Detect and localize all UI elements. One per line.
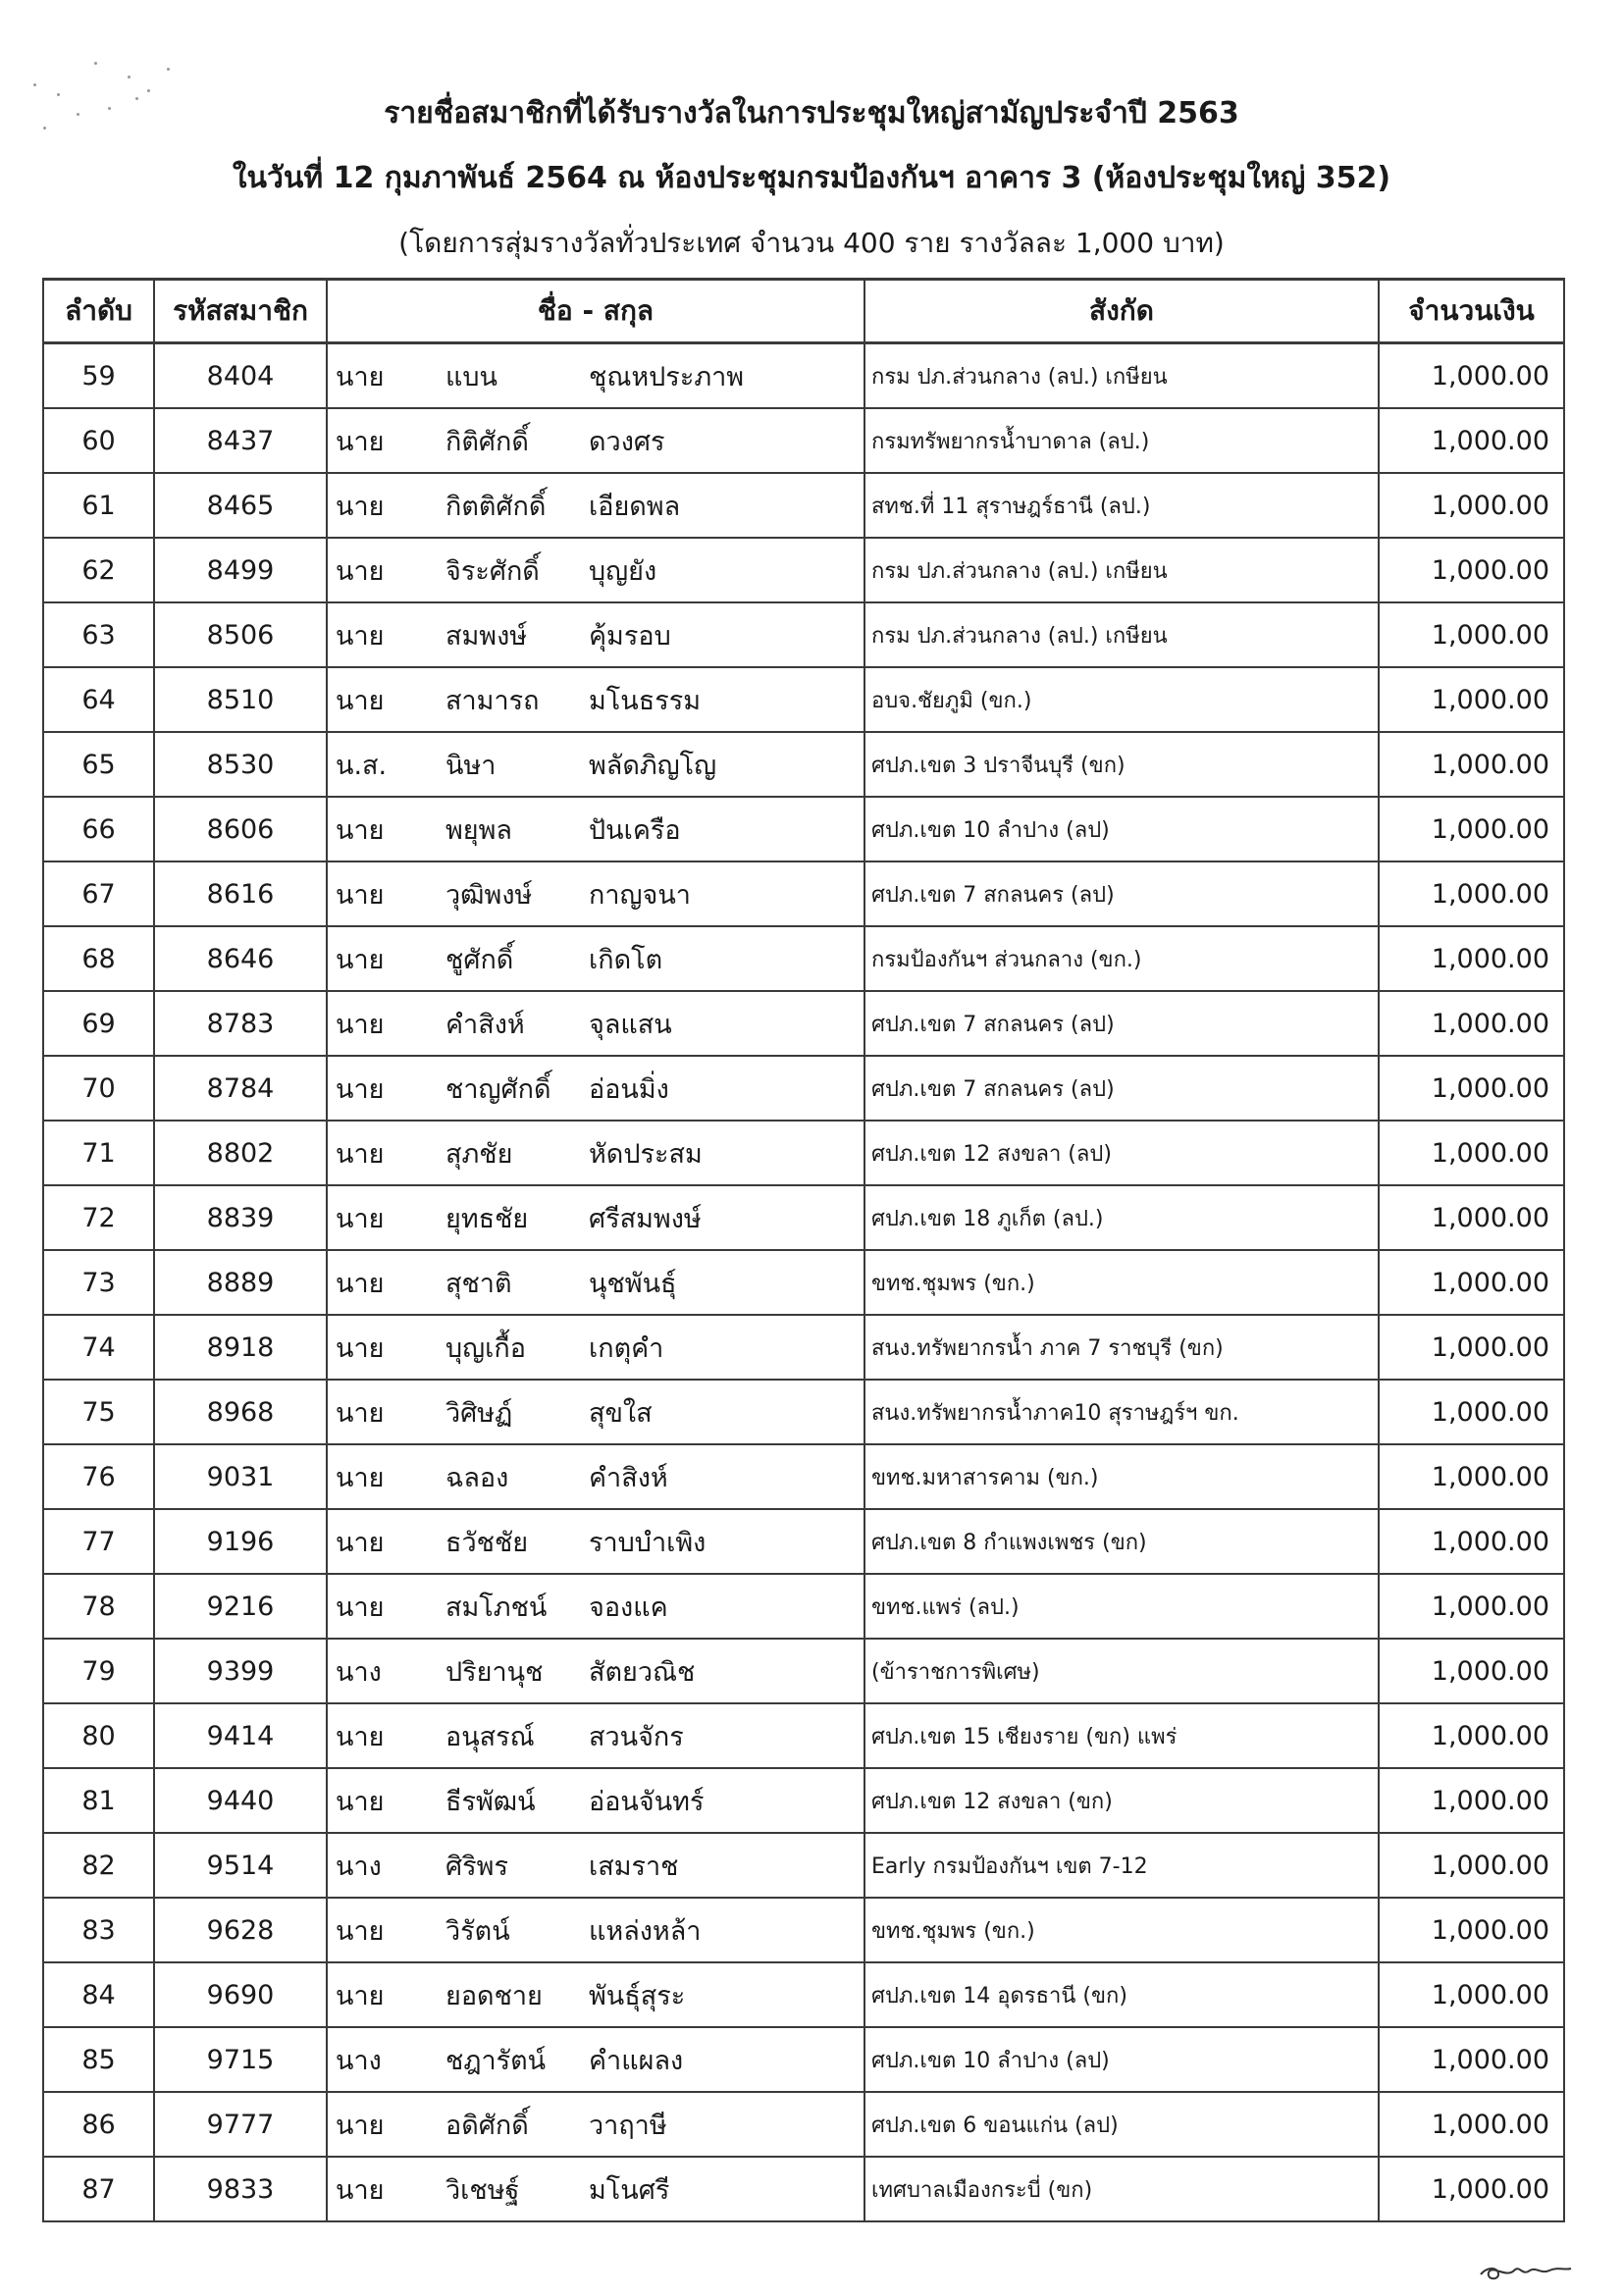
member-name bbox=[327, 1185, 864, 1250]
name-prefix: นาย bbox=[336, 1721, 385, 1752]
first-name: กิติศักดิ์ bbox=[445, 426, 529, 457]
row-number: 85 bbox=[43, 2027, 154, 2092]
name-prefix: นาย bbox=[336, 555, 385, 587]
member-id: 8530 bbox=[154, 732, 327, 797]
amount: 1,000.00 bbox=[1379, 732, 1564, 797]
amount: 1,000.00 bbox=[1379, 602, 1564, 667]
member-name bbox=[327, 1121, 864, 1185]
row-number: 69 bbox=[43, 991, 154, 1056]
member-name bbox=[327, 732, 864, 797]
table-row bbox=[43, 602, 1564, 667]
table-row bbox=[43, 2157, 1564, 2221]
member-id: 8606 bbox=[154, 797, 327, 861]
amount: 1,000.00 bbox=[1379, 1574, 1564, 1639]
last-name: นุชพันธุ์ bbox=[589, 1268, 677, 1299]
member-id: 8918 bbox=[154, 1315, 327, 1380]
amount: 1,000.00 bbox=[1379, 2157, 1564, 2221]
first-name: วิศิษฏ์ bbox=[445, 1397, 513, 1429]
amount: 1,000.00 bbox=[1379, 473, 1564, 538]
member-name bbox=[327, 1768, 864, 1833]
name-prefix: นาย bbox=[336, 1138, 385, 1170]
column-header-name: ชื่อ - สกุล bbox=[327, 280, 864, 343]
affiliation: ศปภ.เขต 10 ลำปาง (ลป) bbox=[864, 797, 1379, 861]
first-name: ชาญศักดิ์ bbox=[445, 1073, 551, 1105]
first-name: ชฎารัตน์ bbox=[445, 2045, 547, 2076]
table-row bbox=[43, 1898, 1564, 1962]
last-name: อ่อนจันทร์ bbox=[589, 1786, 705, 1817]
name-prefix: นาง bbox=[336, 1851, 382, 1882]
affiliation: (ข้าราชการพิเศษ) bbox=[864, 1639, 1379, 1703]
first-name: บุญเกื้อ bbox=[445, 1332, 526, 1364]
row-number: 60 bbox=[43, 408, 154, 473]
member-id: 9715 bbox=[154, 2027, 327, 2092]
amount: 1,000.00 bbox=[1379, 2027, 1564, 2092]
member-name bbox=[327, 1315, 864, 1380]
member-id: 8783 bbox=[154, 991, 327, 1056]
affiliation: กรม ปภ.ส่วนกลาง (ลป.) เกษียน bbox=[864, 538, 1379, 602]
name-prefix: นาย bbox=[336, 1203, 385, 1234]
amount: 1,000.00 bbox=[1379, 343, 1564, 409]
name-prefix: นาย bbox=[336, 944, 385, 975]
affiliation: Early กรมป้องกันฯ เขต 7-12 bbox=[864, 1833, 1379, 1898]
amount: 1,000.00 bbox=[1379, 1768, 1564, 1833]
last-name: แหล่งหล้า bbox=[589, 1915, 702, 1947]
member-name bbox=[327, 343, 864, 409]
row-number: 84 bbox=[43, 1962, 154, 2027]
table-row bbox=[43, 1121, 1564, 1185]
member-name bbox=[327, 861, 864, 926]
amount: 1,000.00 bbox=[1379, 1703, 1564, 1768]
last-name: มโนศรี bbox=[589, 2174, 670, 2206]
row-number: 79 bbox=[43, 1639, 154, 1703]
first-name: อนุสรณ์ bbox=[445, 1721, 535, 1752]
table-row bbox=[43, 1962, 1564, 2027]
member-name bbox=[327, 2157, 864, 2221]
amount: 1,000.00 bbox=[1379, 1444, 1564, 1509]
table-row bbox=[43, 991, 1564, 1056]
amount: 1,000.00 bbox=[1379, 861, 1564, 926]
row-number: 82 bbox=[43, 1833, 154, 1898]
amount: 1,000.00 bbox=[1379, 408, 1564, 473]
amount: 1,000.00 bbox=[1379, 538, 1564, 602]
member-id: 9216 bbox=[154, 1574, 327, 1639]
document-title: รายชื่อสมาชิกที่ได้รับรางวัลในการประชุมใหญ่สามัญประจำปี 2563 bbox=[384, 96, 1239, 130]
name-prefix: นาย bbox=[336, 1527, 385, 1558]
member-name bbox=[327, 1962, 864, 2027]
member-name bbox=[327, 473, 864, 538]
first-name: สมพงษ์ bbox=[445, 620, 528, 652]
member-id: 8404 bbox=[154, 343, 327, 409]
name-prefix: นาย bbox=[336, 1915, 385, 1947]
table-row bbox=[43, 1250, 1564, 1315]
member-name bbox=[327, 538, 864, 602]
name-prefix: นาย bbox=[336, 426, 385, 457]
amount: 1,000.00 bbox=[1379, 1250, 1564, 1315]
amount: 1,000.00 bbox=[1379, 926, 1564, 991]
amount: 1,000.00 bbox=[1379, 1509, 1564, 1574]
member-id: 9690 bbox=[154, 1962, 327, 2027]
member-name bbox=[327, 1574, 864, 1639]
table-row bbox=[43, 2027, 1564, 2092]
affiliation: ขทช.มหาสารคาม (ขก.) bbox=[864, 1444, 1379, 1509]
member-name bbox=[327, 667, 864, 732]
last-name: คำสิงห์ bbox=[589, 1462, 668, 1493]
amount: 1,000.00 bbox=[1379, 1833, 1564, 1898]
table-row bbox=[43, 1444, 1564, 1509]
first-name: สุภชัย bbox=[445, 1138, 513, 1170]
amount: 1,000.00 bbox=[1379, 1056, 1564, 1121]
table-header-row bbox=[43, 280, 1564, 343]
name-prefix: นาย bbox=[336, 2174, 385, 2206]
amount: 1,000.00 bbox=[1379, 667, 1564, 732]
row-number: 66 bbox=[43, 797, 154, 861]
member-id: 8465 bbox=[154, 473, 327, 538]
member-id: 9196 bbox=[154, 1509, 327, 1574]
member-id: 9514 bbox=[154, 1833, 327, 1898]
name-prefix: นาย bbox=[336, 491, 385, 522]
affiliation: ศปภ.เขต 7 สกลนคร (ลป) bbox=[864, 1056, 1379, 1121]
name-prefix: นาย bbox=[336, 814, 385, 846]
member-name bbox=[327, 991, 864, 1056]
name-prefix: นาง bbox=[336, 2045, 382, 2076]
last-name: บุญยัง bbox=[589, 555, 657, 587]
row-number: 65 bbox=[43, 732, 154, 797]
name-prefix: นาย bbox=[336, 879, 385, 911]
affiliation: สนง.ทรัพยากรน้ำ ภาค 7 ราชบุรี (ขก) bbox=[864, 1315, 1379, 1380]
last-name: จองแค bbox=[589, 1592, 668, 1623]
member-id: 9399 bbox=[154, 1639, 327, 1703]
member-name bbox=[327, 1703, 864, 1768]
member-id: 9777 bbox=[154, 2092, 327, 2157]
table-row bbox=[43, 1380, 1564, 1444]
table-row bbox=[43, 1056, 1564, 1121]
affiliation: เทศบาลเมืองกระบี่ (ขก) bbox=[864, 2157, 1379, 2221]
member-id: 8839 bbox=[154, 1185, 327, 1250]
affiliation: สทช.ที่ 11 สุราษฎร์ธานี (ลป.) bbox=[864, 473, 1379, 538]
affiliation: ศปภ.เขต 12 สงขลา (ลป) bbox=[864, 1121, 1379, 1185]
first-name: แบน bbox=[445, 361, 497, 392]
member-id: 9628 bbox=[154, 1898, 327, 1962]
member-id: 8968 bbox=[154, 1380, 327, 1444]
column-header-amount: จำนวนเงิน bbox=[1379, 280, 1564, 343]
first-name: สุชาติ bbox=[445, 1268, 512, 1299]
last-name: สวนจักร bbox=[589, 1721, 684, 1752]
table-row bbox=[43, 732, 1564, 797]
first-name: ธีรพัฒน์ bbox=[445, 1786, 536, 1817]
affiliation: ศปภ.เขต 6 ขอนแก่น (ลป) bbox=[864, 2092, 1379, 2157]
name-prefix: นาย bbox=[336, 361, 385, 392]
member-name bbox=[327, 602, 864, 667]
member-name bbox=[327, 408, 864, 473]
affiliation: ขทช.แพร่ (ลป.) bbox=[864, 1574, 1379, 1639]
column-header-member-id: รหัสสมาชิก bbox=[154, 280, 327, 343]
name-prefix: นาย bbox=[336, 1332, 385, 1364]
member-name bbox=[327, 1444, 864, 1509]
row-number: 68 bbox=[43, 926, 154, 991]
row-number: 76 bbox=[43, 1444, 154, 1509]
table-row bbox=[43, 343, 1564, 409]
member-id: 8616 bbox=[154, 861, 327, 926]
member-name bbox=[327, 1898, 864, 1962]
row-number: 62 bbox=[43, 538, 154, 602]
first-name: ศิริพร bbox=[445, 1851, 508, 1882]
table-row bbox=[43, 473, 1564, 538]
last-name: พลัดภิญโญ bbox=[589, 750, 717, 781]
amount: 1,000.00 bbox=[1379, 1380, 1564, 1444]
last-name: ชุณหประภาพ bbox=[589, 361, 745, 392]
member-name bbox=[327, 1639, 864, 1703]
name-prefix: นาย bbox=[336, 620, 385, 652]
row-number: 67 bbox=[43, 861, 154, 926]
last-name: กาญจนา bbox=[589, 879, 691, 911]
last-name: จุลแสน bbox=[589, 1009, 672, 1040]
column-header-no: ลำดับ bbox=[43, 280, 154, 343]
member-id: 8646 bbox=[154, 926, 327, 991]
table-row bbox=[43, 1574, 1564, 1639]
row-number: 80 bbox=[43, 1703, 154, 1768]
amount: 1,000.00 bbox=[1379, 1315, 1564, 1380]
last-name: อ่อนมิ่ง bbox=[589, 1073, 669, 1105]
row-number: 83 bbox=[43, 1898, 154, 1962]
affiliation: กรม ปภ.ส่วนกลาง (ลป.) เกษียน bbox=[864, 602, 1379, 667]
member-name bbox=[327, 2027, 864, 2092]
amount: 1,000.00 bbox=[1379, 1185, 1564, 1250]
table-row bbox=[43, 538, 1564, 602]
last-name: คำแผลง bbox=[589, 2045, 684, 2076]
first-name: กิตติศักดิ์ bbox=[445, 491, 547, 522]
affiliation: ขทช.ชุมพร (ขก.) bbox=[864, 1898, 1379, 1962]
member-id: 9833 bbox=[154, 2157, 327, 2221]
affiliation: กรม ปภ.ส่วนกลาง (ลป.) เกษียน bbox=[864, 343, 1379, 409]
first-name: ฉลอง bbox=[445, 1462, 509, 1493]
table-body bbox=[43, 343, 1564, 2222]
amount: 1,000.00 bbox=[1379, 991, 1564, 1056]
first-name: ปริยานุช bbox=[445, 1656, 544, 1688]
document-subtitle: ในวันที่ 12 กุมภาพันธ์ 2564 ณ ห้องประชุมกรมป้องกันฯ อาคาร 3 (ห้องประชุมใหญ่ 352) bbox=[232, 161, 1391, 195]
row-number: 61 bbox=[43, 473, 154, 538]
first-name: ยุทธชัย bbox=[445, 1203, 529, 1234]
table-row bbox=[43, 926, 1564, 991]
table-row bbox=[43, 1315, 1564, 1380]
first-name: ชูศักดิ์ bbox=[445, 944, 514, 975]
member-id: 8784 bbox=[154, 1056, 327, 1121]
affiliation: ศปภ.เขต 15 เชียงราย (ขก) แพร่ bbox=[864, 1703, 1379, 1768]
last-name: เอียดพล bbox=[589, 491, 681, 522]
first-name: วิรัตน์ bbox=[445, 1915, 510, 1947]
affiliation: อบจ.ชัยภูมิ (ขก.) bbox=[864, 667, 1379, 732]
row-number: 86 bbox=[43, 2092, 154, 2157]
row-number: 73 bbox=[43, 1250, 154, 1315]
amount: 1,000.00 bbox=[1379, 1898, 1564, 1962]
member-name bbox=[327, 2092, 864, 2157]
affiliation: ศปภ.เขต 18 ภูเก็ต (ลป.) bbox=[864, 1185, 1379, 1250]
name-prefix: นาย bbox=[336, 2110, 385, 2141]
first-name: นิษา bbox=[445, 750, 497, 781]
first-name: วิเชษฐ์ bbox=[445, 2174, 520, 2206]
affiliation: ศปภ.เขต 12 สงขลา (ขก) bbox=[864, 1768, 1379, 1833]
amount: 1,000.00 bbox=[1379, 1121, 1564, 1185]
table-row bbox=[43, 861, 1564, 926]
affiliation: กรมทรัพยากรน้ำบาดาล (ลป.) bbox=[864, 408, 1379, 473]
amount: 1,000.00 bbox=[1379, 2092, 1564, 2157]
row-number: 77 bbox=[43, 1509, 154, 1574]
member-id: 9440 bbox=[154, 1768, 327, 1833]
last-name: สุขใส bbox=[589, 1397, 653, 1429]
document-note: (โดยการสุ่มรางวัลทั่วประเทศ จำนวน 400 ราย รางวัลละ 1,000 บาท) bbox=[398, 227, 1225, 259]
first-name: พยุพล bbox=[445, 814, 512, 846]
table-row bbox=[43, 797, 1564, 861]
first-name: จิระศักดิ์ bbox=[445, 555, 540, 587]
member-name bbox=[327, 926, 864, 991]
member-name bbox=[327, 1833, 864, 1898]
last-name: สัตยวณิช bbox=[589, 1656, 696, 1688]
name-prefix: นาย bbox=[336, 1592, 385, 1623]
affiliation: ศปภ.เขต 7 สกลนคร (ลป) bbox=[864, 991, 1379, 1056]
affiliation: ศปภ.เขต 10 ลำปาง (ลป) bbox=[864, 2027, 1379, 2092]
row-number: 78 bbox=[43, 1574, 154, 1639]
last-name: พันธุ์สุระ bbox=[589, 1980, 686, 2011]
last-name: ปันเครือ bbox=[589, 814, 681, 846]
name-prefix: นาย bbox=[336, 1073, 385, 1105]
last-name: คุ้มรอบ bbox=[589, 620, 671, 652]
table-row bbox=[43, 1833, 1564, 1898]
name-prefix: นาย bbox=[336, 1397, 385, 1429]
name-prefix: นาย bbox=[336, 1462, 385, 1493]
table-row bbox=[43, 2092, 1564, 2157]
member-id: 9414 bbox=[154, 1703, 327, 1768]
row-number: 81 bbox=[43, 1768, 154, 1833]
name-prefix: น.ส. bbox=[336, 750, 388, 781]
member-id: 8510 bbox=[154, 667, 327, 732]
name-prefix: นาง bbox=[336, 1656, 382, 1688]
row-number: 72 bbox=[43, 1185, 154, 1250]
last-name: ราบบำเพิง bbox=[589, 1527, 707, 1558]
row-number: 74 bbox=[43, 1315, 154, 1380]
affiliation: กรมป้องกันฯ ส่วนกลาง (ขก.) bbox=[864, 926, 1379, 991]
row-number: 70 bbox=[43, 1056, 154, 1121]
first-name: คำสิงห์ bbox=[445, 1009, 525, 1040]
member-id: 8437 bbox=[154, 408, 327, 473]
row-number: 75 bbox=[43, 1380, 154, 1444]
column-header-affiliation: สังกัด bbox=[864, 280, 1379, 343]
last-name: วาฤาษี bbox=[589, 2110, 667, 2141]
affiliation: ศปภ.เขต 14 อุดรธานี (ขก) bbox=[864, 1962, 1379, 2027]
last-name: มโนธรรม bbox=[589, 685, 702, 716]
row-number: 64 bbox=[43, 667, 154, 732]
row-number: 71 bbox=[43, 1121, 154, 1185]
member-id: 8506 bbox=[154, 602, 327, 667]
name-prefix: นาย bbox=[336, 1980, 385, 2011]
award-table bbox=[42, 278, 1565, 2222]
first-name: อดิศักดิ์ bbox=[445, 2110, 529, 2141]
first-name: สมโภชน์ bbox=[445, 1592, 548, 1623]
row-number: 63 bbox=[43, 602, 154, 667]
member-name bbox=[327, 1056, 864, 1121]
table-row bbox=[43, 1639, 1564, 1703]
member-id: 9031 bbox=[154, 1444, 327, 1509]
signature-mark bbox=[1477, 2253, 1575, 2284]
member-name bbox=[327, 1380, 864, 1444]
table-row bbox=[43, 408, 1564, 473]
amount: 1,000.00 bbox=[1379, 797, 1564, 861]
last-name: หัดประสม bbox=[589, 1138, 703, 1170]
affiliation: สนง.ทรัพยากรน้ำภาค10 สุราษฎร์ฯ ขก. bbox=[864, 1380, 1379, 1444]
table-row bbox=[43, 1185, 1564, 1250]
amount: 1,000.00 bbox=[1379, 1962, 1564, 2027]
last-name: เกตุคำ bbox=[589, 1332, 664, 1364]
member-name bbox=[327, 797, 864, 861]
affiliation: ศปภ.เขต 8 กำแพงเพชร (ขก) bbox=[864, 1509, 1379, 1574]
first-name: ยอดชาย bbox=[445, 1980, 543, 2011]
table-row bbox=[43, 1768, 1564, 1833]
member-id: 8802 bbox=[154, 1121, 327, 1185]
member-name bbox=[327, 1250, 864, 1315]
amount: 1,000.00 bbox=[1379, 1639, 1564, 1703]
first-name: ธวัชชัย bbox=[445, 1527, 529, 1558]
first-name: สามารถ bbox=[445, 685, 540, 716]
last-name: ดวงศร bbox=[589, 426, 665, 457]
affiliation: ขทช.ชุมพร (ขก.) bbox=[864, 1250, 1379, 1315]
name-prefix: นาย bbox=[336, 1786, 385, 1817]
name-prefix: นาย bbox=[336, 685, 385, 716]
last-name: ศรีสมพงษ์ bbox=[589, 1203, 702, 1234]
member-id: 8499 bbox=[154, 538, 327, 602]
affiliation: ศปภ.เขต 7 สกลนคร (ลป) bbox=[864, 861, 1379, 926]
member-name bbox=[327, 1509, 864, 1574]
first-name: วุฒิพงษ์ bbox=[445, 879, 533, 911]
name-prefix: นาย bbox=[336, 1268, 385, 1299]
table-row bbox=[43, 667, 1564, 732]
affiliation: ศปภ.เขต 3 ปราจีนบุรี (ขก) bbox=[864, 732, 1379, 797]
table-row bbox=[43, 1509, 1564, 1574]
last-name: เกิดโต bbox=[589, 944, 663, 975]
member-id: 8889 bbox=[154, 1250, 327, 1315]
row-number: 87 bbox=[43, 2157, 154, 2221]
row-number: 59 bbox=[43, 343, 154, 409]
table-row bbox=[43, 1703, 1564, 1768]
last-name: เสมราช bbox=[589, 1851, 679, 1882]
name-prefix: นาย bbox=[336, 1009, 385, 1040]
